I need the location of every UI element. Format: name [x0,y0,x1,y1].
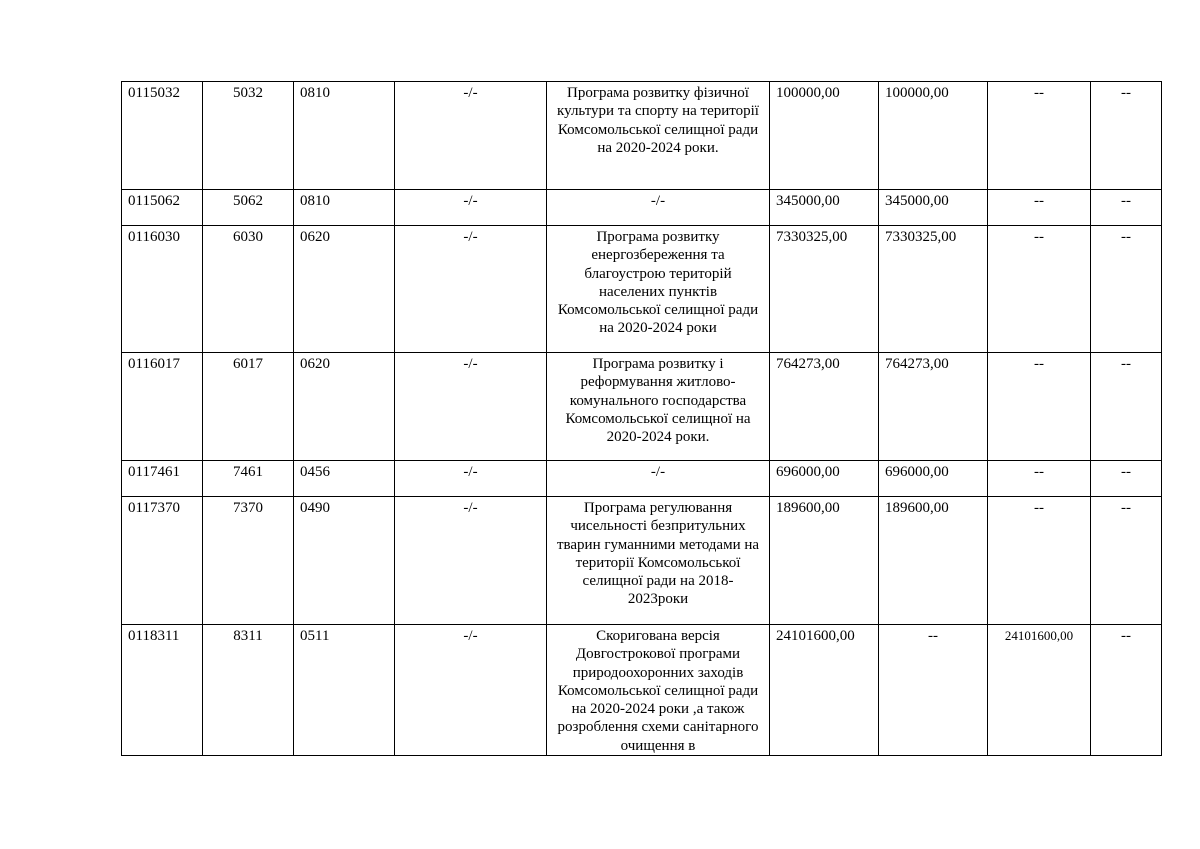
special-fund-cell: -- [988,190,1091,226]
table-row [122,625,1162,756]
tpk-cell: 5032 [203,82,294,190]
general-fund-cell: 100000,00 [879,82,988,190]
name-cell: -/- [395,625,547,756]
total-cell: 696000,00 [770,461,879,497]
tpk-cell: 5062 [203,190,294,226]
name-cell: -/- [395,82,547,190]
tpk-cell: 8311 [203,625,294,756]
kpk-cell: 0115062 [122,190,203,226]
name-cell: -/- [395,497,547,625]
kfk-cell: 0810 [294,82,395,190]
program-cell: Програма розвитку і реформування житлово-комунального господарства Комсомольської селищної на 2020-2024 роки. [547,353,770,461]
special-fund-cell: -- [988,226,1091,353]
development-cell: -- [1091,497,1162,625]
kfk-cell: 0620 [294,353,395,461]
program-cell: Програма розвитку фізичної культури та спорту на території Комсомольської селищної ради на 2020-2024 роки. [547,82,770,190]
kpk-cell: 0116017 [122,353,203,461]
tpk-cell: 6017 [203,353,294,461]
name-cell: -/- [395,461,547,497]
table-row [122,190,1162,226]
development-cell: -- [1091,461,1162,497]
budget-programs-table [121,81,1162,756]
special-fund-cell: -- [988,82,1091,190]
kpk-cell: 0117370 [122,497,203,625]
program-cell: -/- [547,461,770,497]
development-cell: -- [1091,353,1162,461]
general-fund-cell: 189600,00 [879,497,988,625]
special-fund-cell: -- [988,353,1091,461]
special-fund-cell: -- [988,497,1091,625]
kpk-cell: 0117461 [122,461,203,497]
general-fund-cell: 764273,00 [879,353,988,461]
total-cell: 345000,00 [770,190,879,226]
total-cell: 189600,00 [770,497,879,625]
special-fund-cell: 24101600,00 [988,625,1091,756]
general-fund-cell: 345000,00 [879,190,988,226]
name-cell: -/- [395,353,547,461]
general-fund-cell: -- [879,625,988,756]
program-cell: Програма розвитку енергозбереження та благоустрою територій населених пунктів Комсомольської селищної ради на 2020-2024 роки [547,226,770,353]
table-row [122,82,1162,190]
kfk-cell: 0490 [294,497,395,625]
table-row [122,353,1162,461]
table-row [122,461,1162,497]
program-cell: -/- [547,190,770,226]
tpk-cell: 7461 [203,461,294,497]
general-fund-cell: 696000,00 [879,461,988,497]
kfk-cell: 0456 [294,461,395,497]
general-fund-cell: 7330325,00 [879,226,988,353]
tpk-cell: 6030 [203,226,294,353]
development-cell: -- [1091,82,1162,190]
kfk-cell: 0620 [294,226,395,353]
kpk-cell: 0118311 [122,625,203,756]
program-cell: Скоригована версія Довгострокової програми природоохоронних заходів Комсомольської селищної ради на 2020-2024 роки ,а також розроблення схеми санітарного очищення в [547,625,770,756]
kfk-cell: 0810 [294,190,395,226]
program-cell: Програма регулювання чисельності безпритульних тварин гуманними методами на території Комсомольської селищної ради на 2018-2023роки [547,497,770,625]
total-cell: 764273,00 [770,353,879,461]
tpk-cell: 7370 [203,497,294,625]
table-row [122,226,1162,353]
name-cell: -/- [395,190,547,226]
development-cell: -- [1091,190,1162,226]
total-cell: 7330325,00 [770,226,879,353]
table-row [122,497,1162,625]
total-cell: 24101600,00 [770,625,879,756]
development-cell: -- [1091,226,1162,353]
name-cell: -/- [395,226,547,353]
special-fund-cell: -- [988,461,1091,497]
kpk-cell: 0116030 [122,226,203,353]
kpk-cell: 0115032 [122,82,203,190]
kfk-cell: 0511 [294,625,395,756]
total-cell: 100000,00 [770,82,879,190]
development-cell: -- [1091,625,1162,756]
